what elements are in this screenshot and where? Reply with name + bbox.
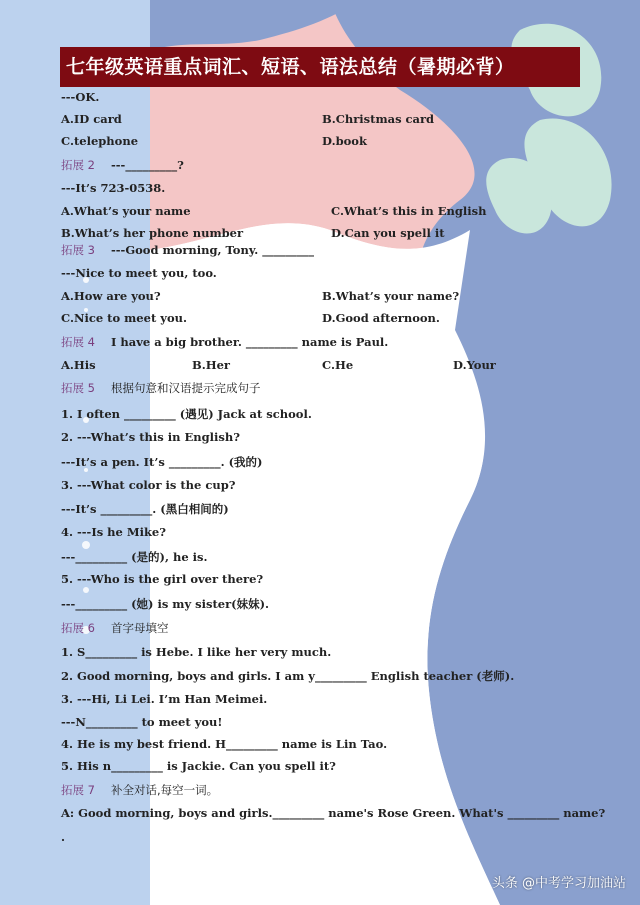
ext6-tag: 拓展 6 <box>61 621 95 635</box>
ext4-option-c: C.He <box>322 358 354 372</box>
ext5-line-4: 3. ---What color is the cup? <box>61 478 236 492</box>
ext5-line-8: 5. ---Who is the girl over there? <box>61 572 264 586</box>
ext5-tag: 拓展 5 <box>61 381 95 395</box>
ex1-option-a: A.ID card <box>61 112 122 126</box>
ext7-tag: 拓展 7 <box>61 783 95 797</box>
ext5-line-1: 1. I often _________ (遇见) Jack at school. <box>61 407 312 421</box>
page-title: 七年级英语重点词汇、短语、语法总结（暑期必背） <box>60 47 580 87</box>
ext3-answer: ---Nice to meet you, too. <box>61 266 217 280</box>
ex1-option-c: C.telephone <box>61 134 139 148</box>
ext2-option-b: B.What’s her phone number <box>61 226 244 240</box>
ext5-line-7: ---_________ (是的), he is. <box>61 550 208 564</box>
ext3-tag: 拓展 3 <box>61 243 95 257</box>
ext3-option-c: C.Nice to meet you. <box>61 311 187 325</box>
ext2-option-d: D.Can you spell it <box>331 226 445 240</box>
ext3-question <box>61 242 314 258</box>
ext4-question-text: I have a big brother. _________ name is Paul. <box>111 335 389 349</box>
ext6-instruction: 首字母填空 <box>111 621 169 635</box>
watermark: 头条 @中考学习加油站 <box>491 876 626 891</box>
ext6-line-4: ---N_________ to meet you! <box>61 715 223 729</box>
ext6-line-5: 4. He is my best friend. H_________ name is Lin Tao. <box>61 737 388 751</box>
ext5-line-6: 4. ---Is he Mike? <box>61 525 166 539</box>
ext4-option-a: A.His <box>61 358 96 372</box>
ext5-heading <box>61 380 261 396</box>
ext2-option-a: A.What’s your name <box>61 204 191 218</box>
ext7-heading <box>61 782 218 798</box>
ext3-option-b: B.What’s your name? <box>322 289 460 303</box>
ext3-option-d: D.Good afternoon. <box>322 311 440 325</box>
ext2-tag: 拓展 2 <box>61 158 95 172</box>
ext4-question <box>61 334 388 350</box>
ext6-heading <box>61 620 169 636</box>
ext7-instruction: 补全对话,每空一词。 <box>111 783 219 797</box>
ext5-line-2: 2. ---What’s this in English? <box>61 430 240 444</box>
ext4-option-b: B.Her <box>192 358 230 372</box>
ex1-option-b: B.Christmas card <box>322 112 435 126</box>
ext2-question-text: ---_________? <box>111 158 184 172</box>
ext3-question-text: ---Good morning, Tony. _________ <box>111 243 314 257</box>
ext2-option-c: C.What’s this in English <box>331 204 487 218</box>
ex1-answer: ---OK. <box>61 90 100 104</box>
ext6-line-2: 2. Good morning, boys and girls. I am y_________ English teacher (老师). <box>61 669 515 683</box>
ext5-line-3: ---It’s a pen. It’s _________. (我的) <box>61 455 263 469</box>
ext7-dialogue-line: A: Good morning, boys and girls._________ name's Rose Green. What's _________ name? <box>61 806 606 820</box>
ext5-instruction: 根据句意和汉语提示完成句子 <box>111 381 261 395</box>
ext4-tag: 拓展 4 <box>61 335 95 349</box>
ext7-dot: . <box>61 830 66 844</box>
ext5-line-9: ---_________ (她) is my sister(妹妹). <box>61 597 270 611</box>
ex1-option-d: D.book <box>322 134 367 148</box>
ext4-option-d: D.Your <box>453 358 496 372</box>
ext6-line-1: 1. S_________ is Hebe. I like her very much. <box>61 645 332 659</box>
ext5-line-5: ---It’s _________. (黑白相间的) <box>61 502 229 516</box>
ext3-option-a: A.How are you? <box>61 289 161 303</box>
ext6-line-6: 5. His n_________ is Jackie. Can you spell it? <box>61 759 336 773</box>
ext2-question <box>61 157 184 173</box>
ext2-answer: ---It’s 723-0538. <box>61 181 166 195</box>
ext6-line-3: 3. ---Hi, Li Lei. I’m Han Meimei. <box>61 692 268 706</box>
